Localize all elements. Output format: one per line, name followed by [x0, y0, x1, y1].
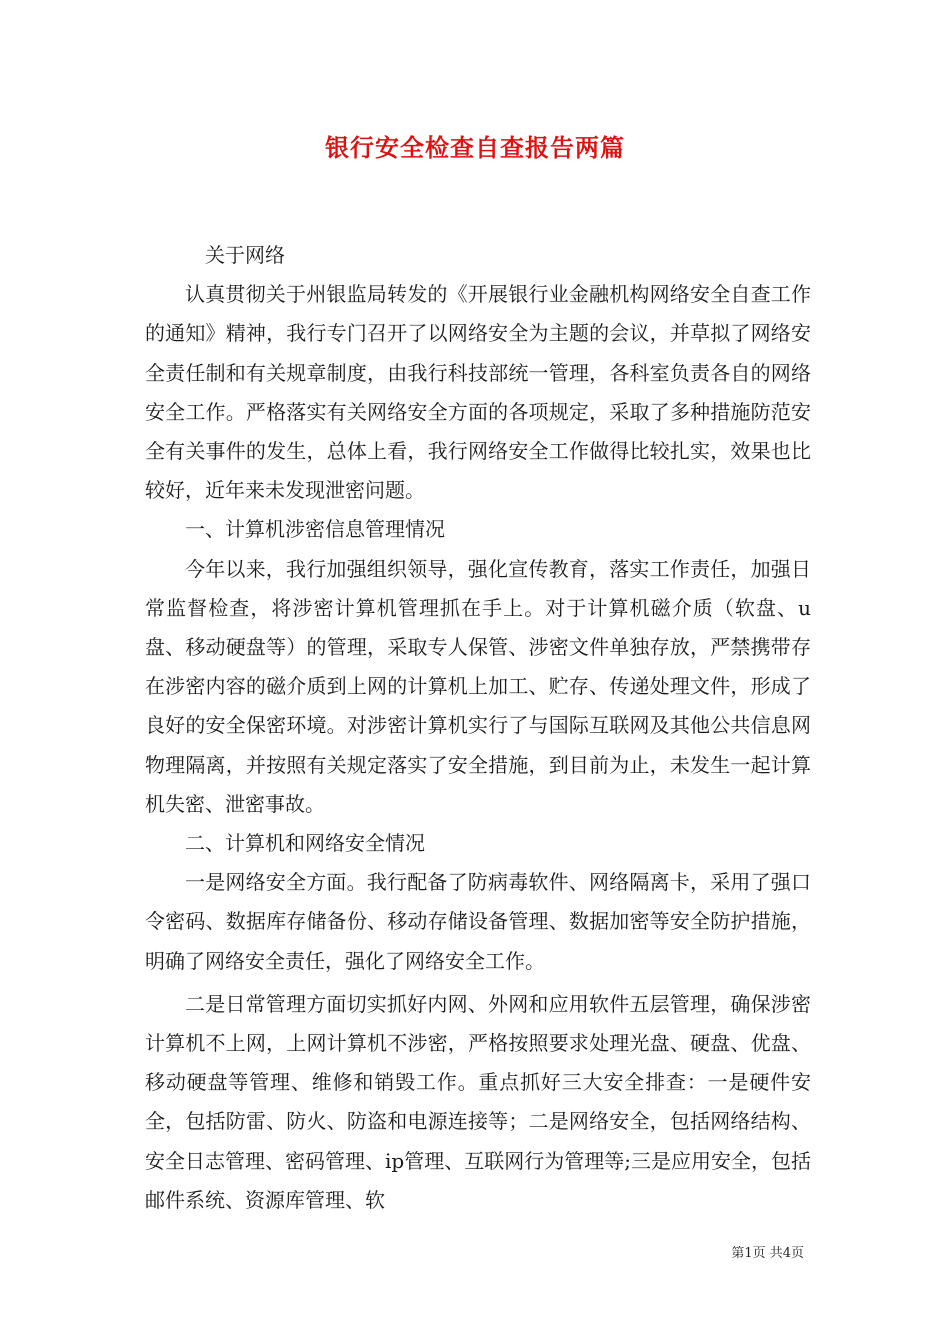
section-heading-1: 一、计算机涉密信息管理情况 — [185, 517, 445, 542]
section-heading-2: 二、计算机和网络安全情况 — [185, 831, 425, 856]
section-2-paragraph-1: 一是网络安全方面。我行配备了防病毒软件、网络隔离卡，采用了强口令密码、数据库存储备份、移动存储设备管理、数据加密等安全防护措施，明确了网络安全责任，强化了网络安全工作。 — [145, 870, 811, 973]
document-title: 银行安全检查自查报告两篇 — [325, 133, 625, 162]
intro-paragraph: 认真贯彻关于州银监局转发的《开展银行业金融机构网络安全自查工作的通知》精神，我行专门召开了以网络安全为主题的会议，并草拟了网络安全责任制和有关规章制度，由我行科技部统一管理，各科室负责各自的网络安全工作。严格落实有关网络安全方面的各项规定，采取了多种措施防范安全有关事件的发生，总体上看，我行网络安全工作做得比较扎实，效果也比较好，近年来未发现泄密问题。 — [145, 282, 811, 503]
document-body — [145, 236, 811, 1220]
section-1-paragraph: 今年以来，我行加强组织领导，强化宣传教育，落实工作责任，加强日常监督检查，将涉密计算机管理抓在手上。对于计算机磁介质（软盘、u盘、移动硬盘等）的管理，采取专人保管、涉密文件单独存放，严禁携带存在涉密内容的磁介质到上网的计算机上加工、贮存、传递处理文件，形成了良好的安全保密环境。对涉密计算机实行了与国际互联网及其他公共信息网物理隔离，并按照有关规定落实了安全措施，到目前为止，未发生一起计算机失密、泄密事故。 — [145, 556, 811, 816]
page-number-footer: 第1页 共4页 — [731, 1246, 804, 1261]
section-2-paragraph-2: 二是日常管理方面切实抓好内网、外网和应用软件五层管理，确保涉密计算机不上网，上网计算机不涉密，严格按照要求处理光盘、硬盘、优盘、移动硬盘等管理、维修和销毁工作。重点抓好三大安全排查：一是硬件安全，包括防雷、防火、防盗和电源连接等；二是网络安全，包括网络结构、安全日志管理、密码管理、ip管理、互联网行为管理等;三是应用安全，包括邮件系统、资源库管理、软 — [145, 991, 811, 1212]
section-intro-heading: 关于网络 — [205, 243, 285, 267]
